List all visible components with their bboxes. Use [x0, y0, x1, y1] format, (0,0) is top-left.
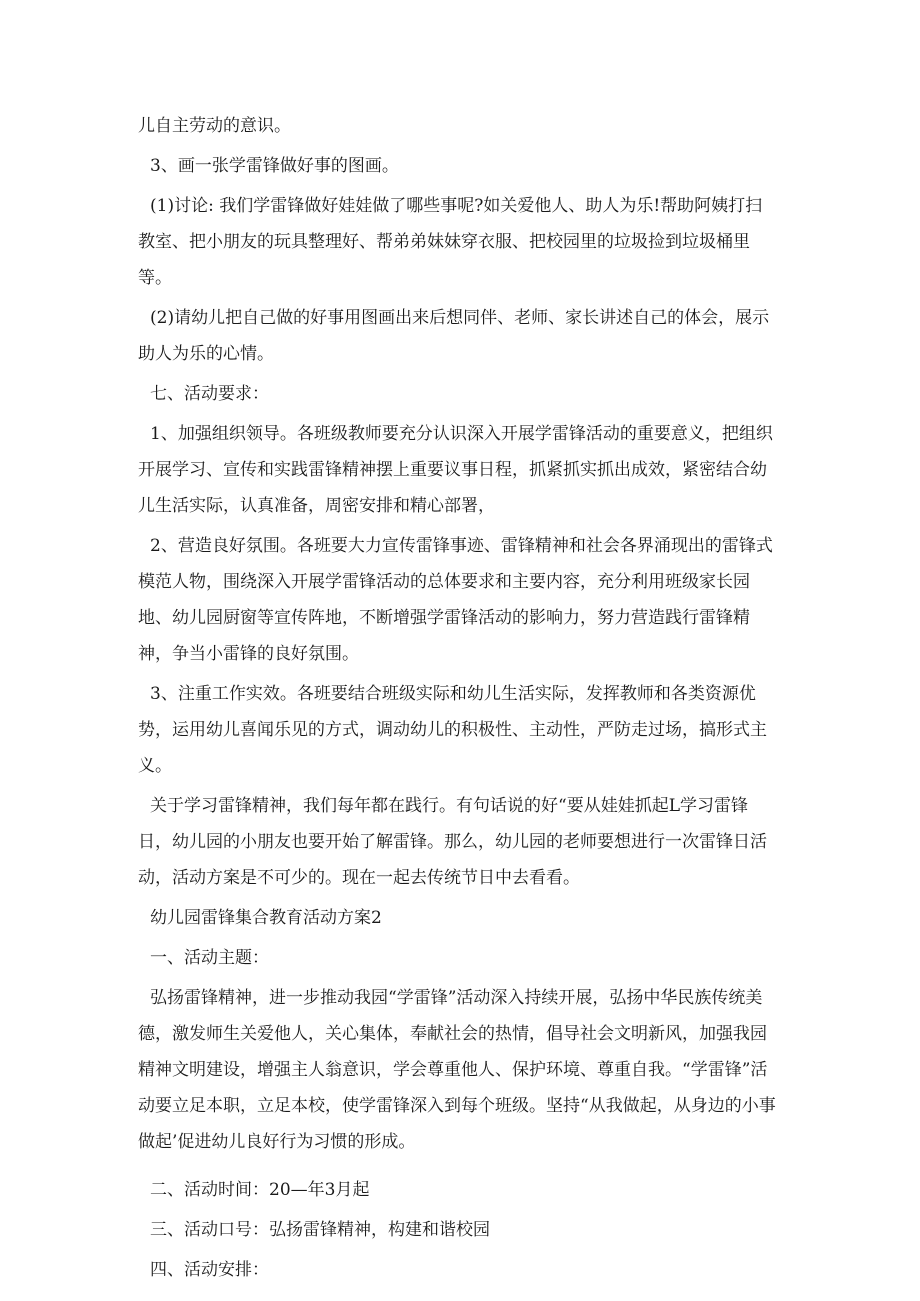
paragraph-item-3-drawing: 3、画一张学雷锋做好事的图画。	[150, 156, 399, 176]
paragraph-effectiveness: 3、注重工作实效。各班要结合班级实际和幼儿生活实际，发挥教师和各类资源优势，运用幼儿喜闻乐见的方式，调动幼儿的积极性、主动性，严防走过场，搞形式主义。	[138, 684, 767, 776]
paragraph-continuation: 儿自主劳动的意识。	[138, 116, 291, 136]
document-subtitle: 幼儿园雷锋集合教育活动方案2	[150, 908, 382, 928]
section-activity-time: 二、活动时间：20—年3月起	[150, 1180, 370, 1200]
paragraph-drawing-share: (2)请幼儿把自己做的好事用图画出来后想同伴、老师、家长讲述自己的体会，展示助人为乐的心情。	[138, 308, 770, 364]
section-activity-slogan: 三、活动口号：弘扬雷锋精神，构建和谐校园	[150, 1220, 490, 1240]
paragraph-discussion: (1)讨论: 我们学雷锋做好娃娃做了哪些事呢?如关爱他人、助人为乐!帮助阿姨打扫教室、把小朋友的玩具整理好、帮弟弟妹妹穿衣服、把校园里的垃圾捡到垃圾桶里等。	[138, 196, 763, 288]
paragraph-leadership: 1、加强组织领导。各班级教师要充分认识深入开展学雷锋活动的重要意义，把组织开展学习、宣传和实践雷锋精神摆上重要议事日程，抓紧抓实抓出成效，紧密结合幼儿生活实际，认真准备，周密安排和精心部署，	[138, 424, 773, 516]
paragraph-theme: 弘扬雷锋精神，进一步推动我园“学雷锋”活动深入持续开展，弘扬中华民族传统美德，激发师生关爱他人，关心集体，奉献社会的热情，倡导社会文明新风，加强我园精神文明建设，增强主人翁意识，学会尊重他人、保护环境、尊重自我。“学雷锋”活动要立足本职，立足本校，使学雷锋深入到每个班级。坚持“从我做起，从身边的小事做起’促进幼儿良好行为习惯的形成。	[138, 988, 776, 1152]
section-heading-requirements: 七、活动要求：	[150, 384, 269, 404]
section-heading-theme: 一、活动主题：	[150, 948, 269, 968]
paragraph-atmosphere: 2、营造良好氛围。各班要大力宣传雷锋事迹、雷锋精神和社会各界涌现出的雷锋式模范人物，围绕深入开展学雷锋活动的总体要求和主要内容，充分利用班级家长园地、幼儿园厨窗等宣传阵地，不断增强学雷锋活动的影响力，努力营造践行雷锋精神，争当小雷锋的良好氛围。	[138, 536, 773, 664]
document-body	[138, 108, 778, 1288]
section-heading-arrangement: 四、活动安排：	[150, 1260, 269, 1280]
paragraph-intro: 关于学习雷锋精神，我们每年都在践行。有句话说的好“要从娃娃抓起L学习雷锋日，幼儿园的小朋友也要开始了解雷锋。那么，幼儿园的老师要想进行一次雷锋日活动，活动方案是不可少的。现在一起去传统节日中去看看。	[138, 796, 767, 888]
